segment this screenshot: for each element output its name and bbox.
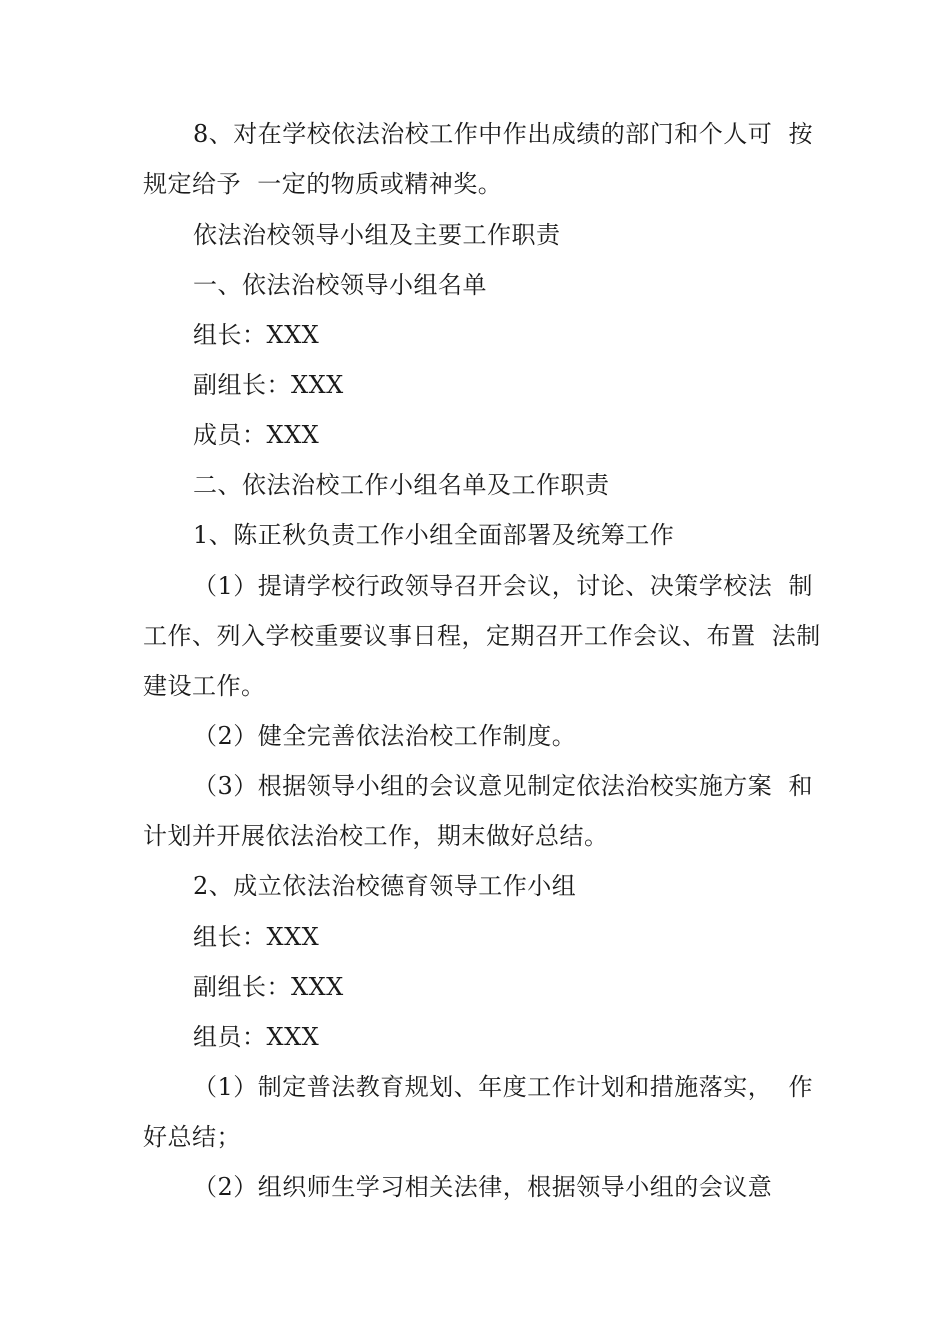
item-1-heading: 1、陈正秋负责工作小组全面部署及统筹工作: [193, 521, 675, 549]
item-1-sub-3-line-2: 计划并开展依法治校工作，期末做好总结。: [143, 822, 609, 850]
item-1-sub-1-line-1: （1）提请学校行政领导召开会议，讨论、决策学校法 制: [193, 572, 814, 600]
members-line: 成员：XXX: [193, 421, 320, 449]
item-1-sub-1-line-3: 建设工作。: [143, 672, 266, 700]
heading-working-group: 二、依法治校工作小组名单及工作职责: [193, 471, 610, 499]
deputy-leader-line: 副组长：XXX: [193, 371, 344, 399]
section-heading: 依法治校领导小组及主要工作职责: [193, 221, 561, 249]
item-1-sub-3-line-1: （3）根据领导小组的会议意见制定依法治校实施方案 和: [193, 772, 814, 800]
paragraph-8-line-2: 规定给予 一定的物质或精神奖。: [143, 170, 503, 198]
item-2-heading: 2、成立依法治校德育领导工作小组: [193, 872, 577, 900]
item-1-sub-2: （2）健全完善依法治校工作制度。: [193, 722, 577, 750]
paragraph-8-line-1: 8、对在学校依法治校工作中作出成绩的部门和个人可 按: [193, 120, 814, 148]
item-2-sub-1-line-2: 好总结；: [143, 1123, 241, 1151]
item-2-sub-1-line-1: （1）制定普法教育规划、年度工作计划和措施落实， 作: [193, 1073, 814, 1101]
moral-deputy-leader-line: 副组长：XXX: [193, 973, 344, 1001]
moral-leader-line: 组长：XXX: [193, 923, 320, 951]
moral-members-line: 组员：XXX: [193, 1023, 320, 1051]
leader-line: 组长：XXX: [193, 321, 320, 349]
item-2-sub-2-line-1: （2）组织师生学习相关法律，根据领导小组的会议意: [193, 1173, 773, 1201]
heading-leadership-list: 一、依法治校领导小组名单: [193, 271, 487, 299]
item-1-sub-1-line-2: 工作、列入学校重要议事日程，定期召开工作会议、布置 法制: [143, 622, 821, 650]
